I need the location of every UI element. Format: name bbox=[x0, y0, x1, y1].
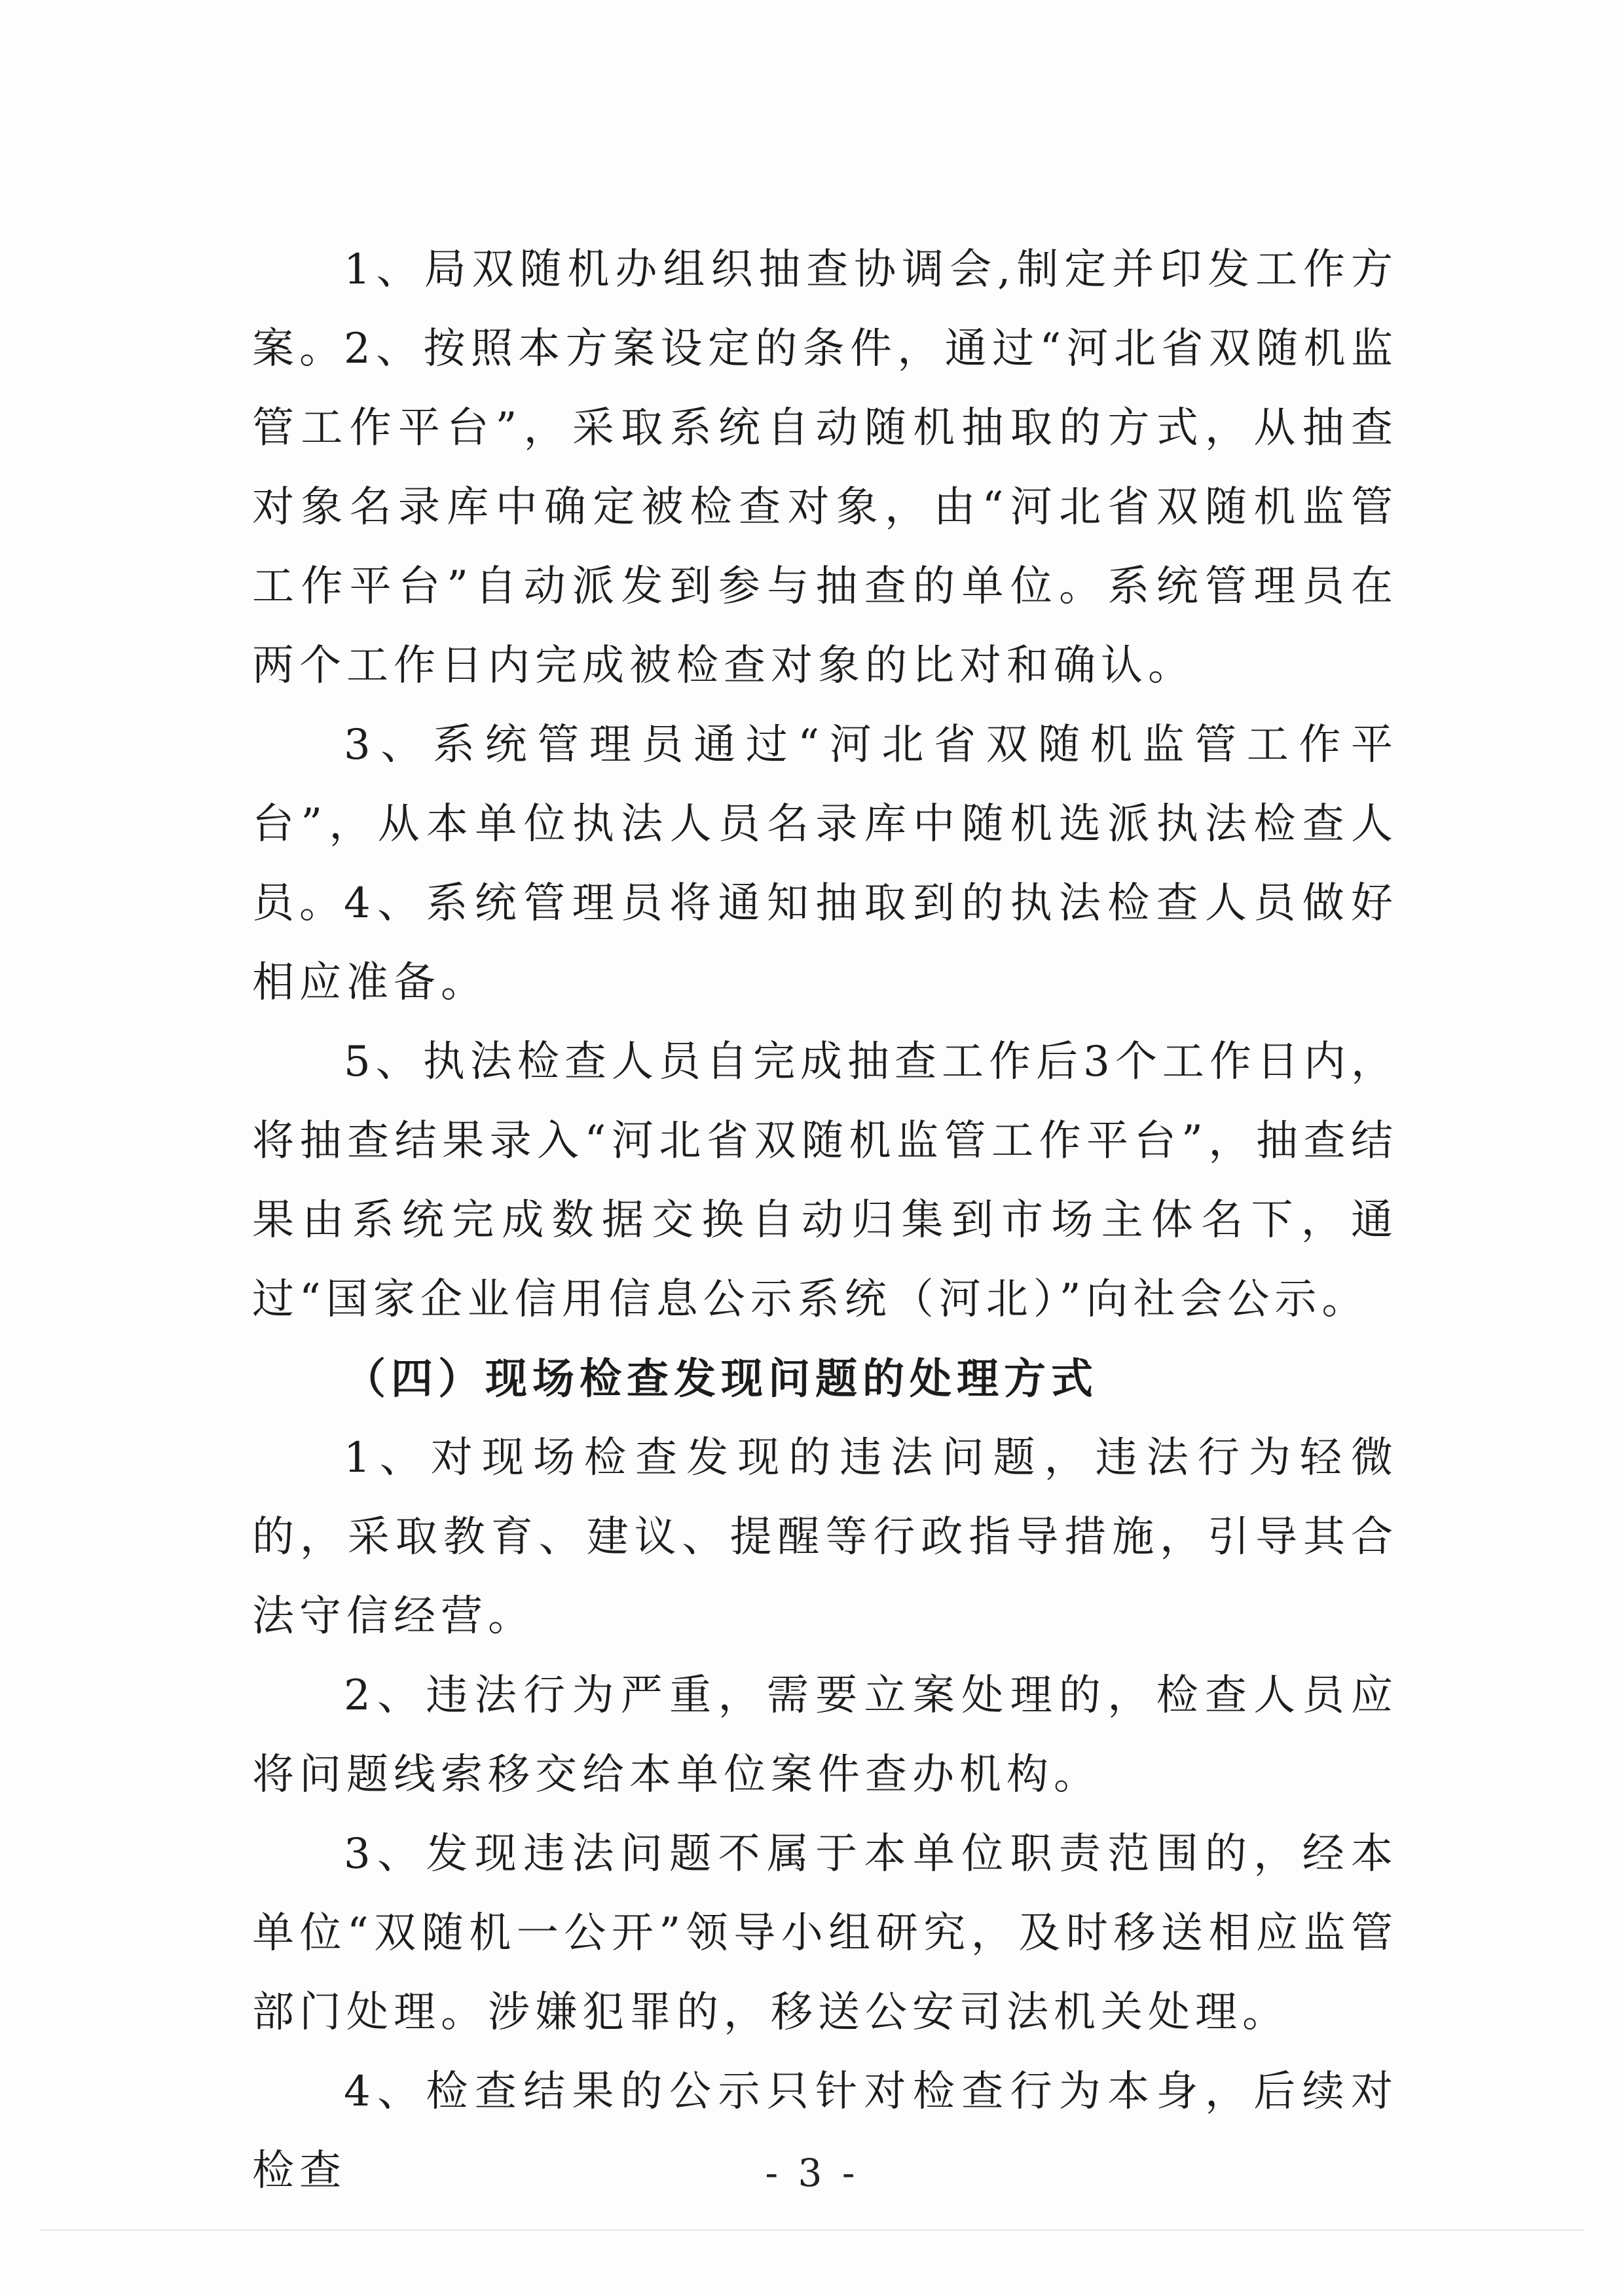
paragraph-handling-1: 1、对现场检查发现的违法问题，违法行为轻微的，采取教育、建议、提醒等行政指导措施，引导其合法守信经营。 bbox=[252, 1434, 1398, 1641]
paragraph-step-2: 2、按照本方案设定的条件，通过“河北省双随机监管工作平台”，采取系统自动随机抽取的方式，从抽查对象名录库中确定被检查对象，由“河北省双随机监管工作平台”自动派发到参与抽查的单位。系统管理员在两个工作日内完成被检查对象的比对和确认。 bbox=[252, 325, 1398, 690]
paragraph-step-4: 4、系统管理员将通知抽取到的执法检查人员做好相应准备。 bbox=[252, 879, 1398, 1007]
paragraph-handling-4: 4、检查结果的公示只针对检查行为本身，后续对检查 bbox=[252, 2068, 1398, 2195]
paragraph-step-5: 5、执法检查人员自完成抽查工作后3个工作日内，将抽查结果录入“河北省双随机监管工作平台”，抽查结果由系统完成数据交换自动归集到市场主体名下，通过“国家企业信用信息公示系统（河北）”向社会公示。 bbox=[252, 1038, 1398, 1324]
page-number: - 3 - bbox=[765, 2151, 859, 2195]
page-bottom-edge bbox=[39, 2229, 1585, 2231]
paragraph-handling-3: 3、发现违法问题不属于本单位职责范围的，经本单位“双随机一公开”领导小组研究，及时移送相应监管部门处理。涉嫌犯罪的，移送公安司法机关处理。 bbox=[252, 1830, 1398, 2037]
paragraph-handling-2: 2、违法行为严重，需要立案处理的，检查人员应将问题线索移交给本单位案件查办机构。 bbox=[252, 1671, 1398, 1799]
section-heading: （四）现场检查发现问题的处理方式 bbox=[344, 1355, 1098, 1404]
paragraph-step-1: 1、局双随机办组织抽查协调会,制定并印发工作方案。 bbox=[252, 246, 1398, 373]
paragraph-step-3: 3、系统管理员通过“河北省双随机监管工作平台”，从本单位执法人员名录库中随机选派执法检查人员。 bbox=[252, 721, 1398, 928]
